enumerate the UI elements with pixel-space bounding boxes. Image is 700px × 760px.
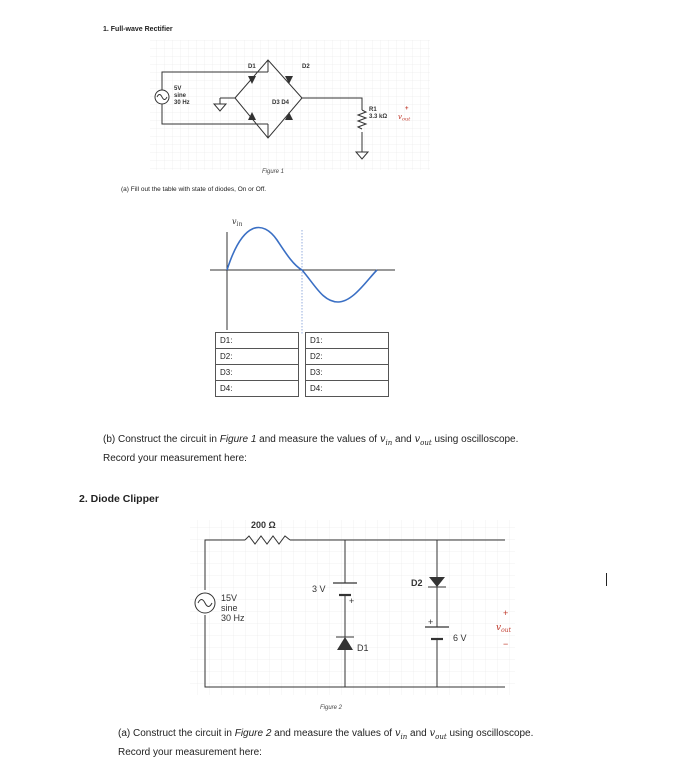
svg-text:−: − (503, 639, 509, 649)
vout-label: $v_{out}$ (398, 113, 411, 123)
figure2-circuit (185, 515, 525, 700)
diode-table-right (305, 332, 389, 397)
svg-text:+: + (349, 596, 355, 606)
cell-d2[interactable]: D2: (306, 349, 389, 365)
cell-d4[interactable]: D4: (216, 381, 299, 397)
question-1a: (a) Fill out the table with state of diodes, On or Off. (121, 186, 267, 193)
section1-title: 1. Full-wave Rectifier (103, 26, 173, 33)
svg-text:+: + (428, 617, 434, 627)
svg-text:D1: D1 (357, 643, 369, 653)
svg-text:5V: 5V (174, 86, 182, 92)
cell-d1[interactable]: D1: (216, 333, 299, 349)
figure1-caption: Figure 1 (262, 169, 285, 175)
svg-text:30 Hz: 30 Hz (174, 100, 190, 106)
svg-text:sine: sine (174, 93, 187, 99)
svg-text:R1: R1 (369, 107, 377, 113)
cell-d3[interactable]: D3: (216, 365, 299, 381)
vin-label: $v_{in}$ (232, 217, 243, 228)
svg-text:D2: D2 (302, 64, 310, 70)
svg-text:+: + (503, 608, 509, 618)
question-2a: (a) Construct the circuit in Figure 2 and measure the values of $v_{in}$ and $v_{out}$ using oscilloscope. Record your measurement here: (118, 728, 534, 758)
section2-title: 2. Diode Clipper (79, 493, 159, 505)
cell-d1[interactable]: D1: (306, 333, 389, 349)
cell-d3[interactable]: D3: (306, 365, 389, 381)
svg-text:3.3 kΩ: 3.3 kΩ (369, 114, 388, 120)
svg-text:+: + (405, 106, 409, 112)
svg-text:3 V: 3 V (312, 584, 326, 594)
ac-source-icon (155, 90, 169, 104)
figure1-circuit (140, 40, 440, 180)
diode-table-left (215, 332, 299, 397)
vout-label: $v_{out}$ (496, 623, 511, 634)
svg-text:15V: 15V (221, 593, 238, 603)
svg-text:6 V: 6 V (453, 633, 467, 643)
text-cursor (606, 573, 607, 586)
cell-d4[interactable]: D4: (306, 381, 389, 397)
svg-text:200 Ω: 200 Ω (251, 520, 276, 530)
ac-source-icon (195, 593, 215, 613)
cell-d2[interactable]: D2: (216, 349, 299, 365)
figure2-caption: Figure 2 (320, 705, 343, 711)
svg-text:30 Hz: 30 Hz (221, 613, 245, 623)
svg-text:D1: D1 (248, 64, 256, 70)
svg-text:D2: D2 (411, 578, 423, 588)
svg-text:D3 D4: D3 D4 (272, 100, 290, 106)
svg-text:sine: sine (221, 603, 238, 613)
question-1b: (b) Construct the circuit in Figure 1 and measure the values of $v_{in}$ and $v_{out}$ using oscilloscope. Record your measurement here: (103, 434, 519, 464)
